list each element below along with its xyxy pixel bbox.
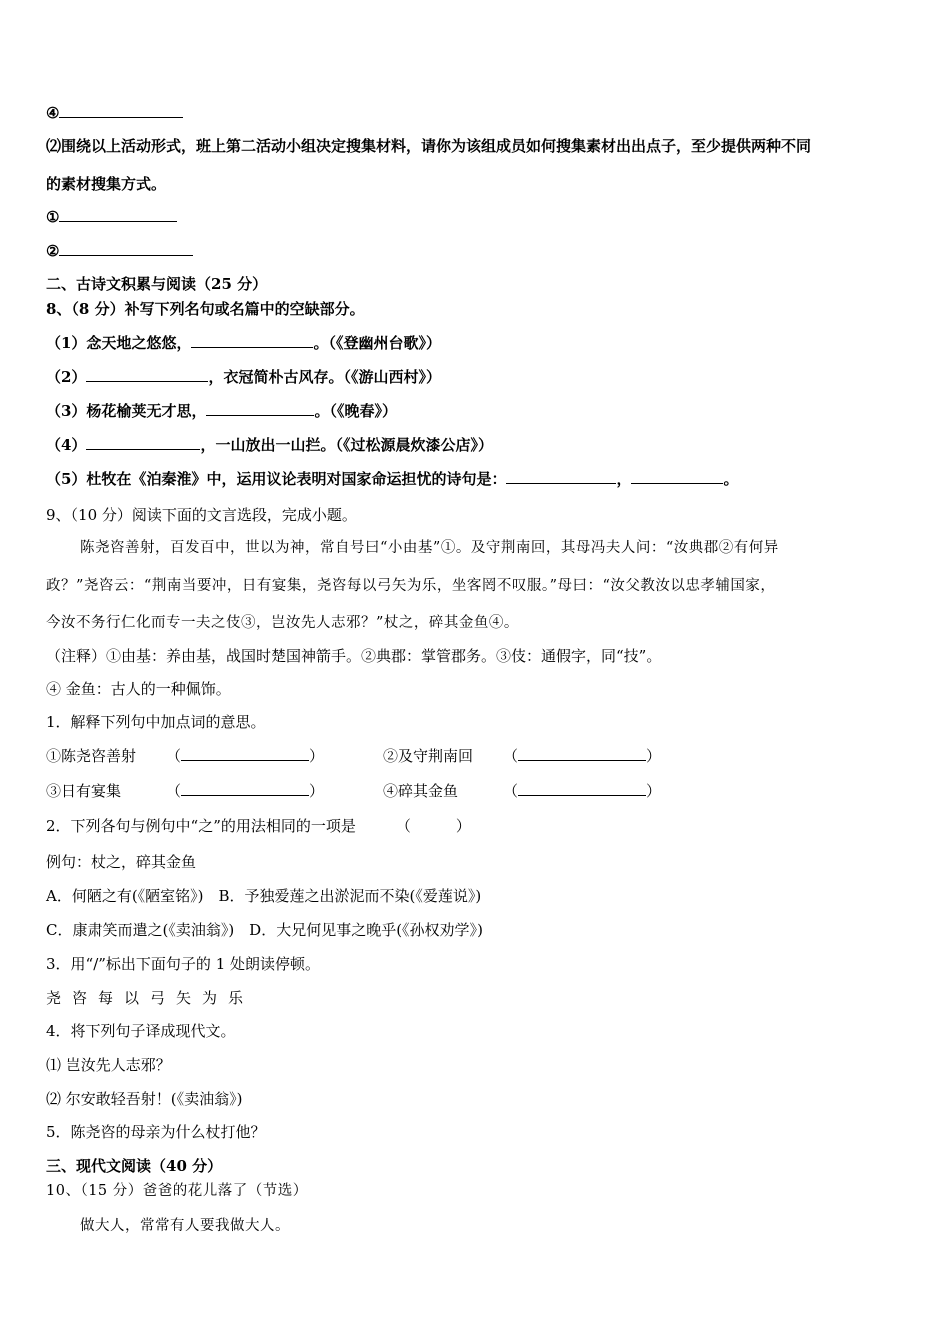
answer-blank[interactable] (518, 746, 646, 761)
q9-sub1-row1: ①陈尧咨善射 （ ） (46, 747, 325, 765)
q10-paragraph1: 做大人，常常有人要我做大人。 (80, 1218, 290, 1234)
q8-line4: （4） ，一山放出一山拦。（《过松源晨炊漆公店》） (46, 436, 493, 454)
q9-sub2-example: 例句：杖之，碎其金鱼 (46, 853, 197, 871)
section3-title: 三、现代文阅读（40 分） (46, 1157, 223, 1175)
q9-note-line2: ④ 金鱼：古人的一种佩饰。 (46, 680, 231, 698)
answer-blank[interactable] (59, 207, 177, 222)
answer-blank[interactable] (59, 241, 193, 256)
answer-blank[interactable] (181, 781, 309, 796)
section2-title: 二、古诗文积累与阅读（25 分） (46, 275, 268, 293)
q9-passage-line1: 陈尧咨善射，百发百中，世以为神，常自号曰“小由基”①。及守荆南回，其母冯夫人问：“汝典郡②有何异 (80, 540, 779, 556)
q9-sub2-options-ab: A．何陋之有(《陋室铭》) B．予独爱莲之出淤泥而不染(《爱莲说》) (46, 887, 482, 905)
q9-sub2-options-cd: C．康肃笑而遣之(《卖油翁》) D．大兄何见事之晚乎(《孙权劝学》) (46, 921, 483, 939)
q8-line3: （3）杨花榆荚无才思， 。（《晚春》） (46, 402, 397, 420)
q9-sub3-sentence: 尧咨每以弓矢为乐 (46, 989, 255, 1007)
q9-sub1-row2: ③日有宴集 （ ） (46, 782, 325, 800)
q9-sub1-row2-col2: ④碎其金鱼 （ ） (383, 782, 662, 800)
q7-item1: ① (46, 207, 177, 227)
q9-heading: 9、（10 分）阅读下面的文言选段，完成小题。 (46, 506, 357, 524)
q9-sub4-heading: 4．将下列句子译成现代文。 (46, 1022, 236, 1040)
answer-blank[interactable] (518, 781, 646, 796)
q7-part2-line1: ⑵围绕以上活动形式，班上第二活动小组决定搜集材料，请你为该组成员如何搜集素材出出点子，至少提供两种不同 (46, 137, 812, 155)
q7-part2-line2: 的素材搜集方式。 (46, 175, 167, 193)
q9-sub3-heading: 3．用“/”标出下面句子的 1 处朗读停顿。 (46, 955, 321, 973)
q8-line1: （1）念天地之悠悠， 。（《登幽州台歌》） (46, 334, 441, 352)
sub1-item-d: ④碎其金鱼 (383, 782, 459, 800)
q7-item4: ④ (46, 103, 183, 123)
answer-blank[interactable] (191, 333, 313, 348)
q8-heading: 8、（8 分）补写下列名句或名篇中的空缺部分。 (46, 300, 365, 318)
q9-sub1-row1-col2: ②及守荆南回 （ ） (383, 747, 662, 765)
q9-note-line1: （注释）①由基：养由基，战国时楚国神箭手。②典郡：掌管郡务。③伎：通假字，同“技”。 (46, 647, 662, 665)
q7-item2: ② (46, 241, 193, 261)
q9-sub4-a: ⑴ 岂汝先人志邪？ (46, 1056, 171, 1074)
q9-sub5: 5．陈尧咨的母亲为什么杖打他？ (46, 1123, 266, 1141)
answer-paren[interactable]: （ ） (395, 817, 471, 835)
q8-line5: （5）杜牧在《泊秦淮》中，运用议论表明对国家命运担忧的诗句是： ， 。 (46, 470, 739, 488)
q8-line2: （2） ，衣冠简朴古风存。（《游山西村》） (46, 368, 441, 386)
sub1-item-a: ①陈尧咨善射 (46, 747, 137, 765)
q10-heading: 10、（15 分）爸爸的花儿落了（节选） (46, 1183, 308, 1199)
q9-passage-line2: 政？”尧咨云：“荆南当要冲，日有宴集，尧咨每以弓矢为乐，坐客罔不叹服。”母曰：“汝父教汝以忠孝辅国家， (46, 578, 776, 594)
q9-sub2-heading: 2．下列各句与例句中“之”的用法相同的一项是 （ ） (46, 817, 471, 835)
q9-sub4-b: ⑵ 尔安敢轻吾射！(《卖油翁》) (46, 1090, 243, 1108)
sub1-item-c: ③日有宴集 (46, 782, 122, 800)
answer-blank[interactable] (631, 469, 723, 484)
answer-blank[interactable] (86, 435, 200, 450)
answer-blank[interactable] (506, 469, 616, 484)
sub1-item-b: ②及守荆南回 (383, 747, 474, 765)
q9-passage-line3: 今汝不务行仁化而专一夫之伎③，岂汝先人志邪？”杖之，碎其金鱼④。 (46, 615, 519, 631)
answer-blank[interactable] (206, 401, 314, 416)
q9-sub1-heading: 1．解释下列句中加点词的意思。 (46, 713, 266, 731)
answer-blank[interactable] (181, 746, 309, 761)
answer-blank[interactable] (59, 103, 183, 118)
answer-blank[interactable] (86, 367, 208, 382)
